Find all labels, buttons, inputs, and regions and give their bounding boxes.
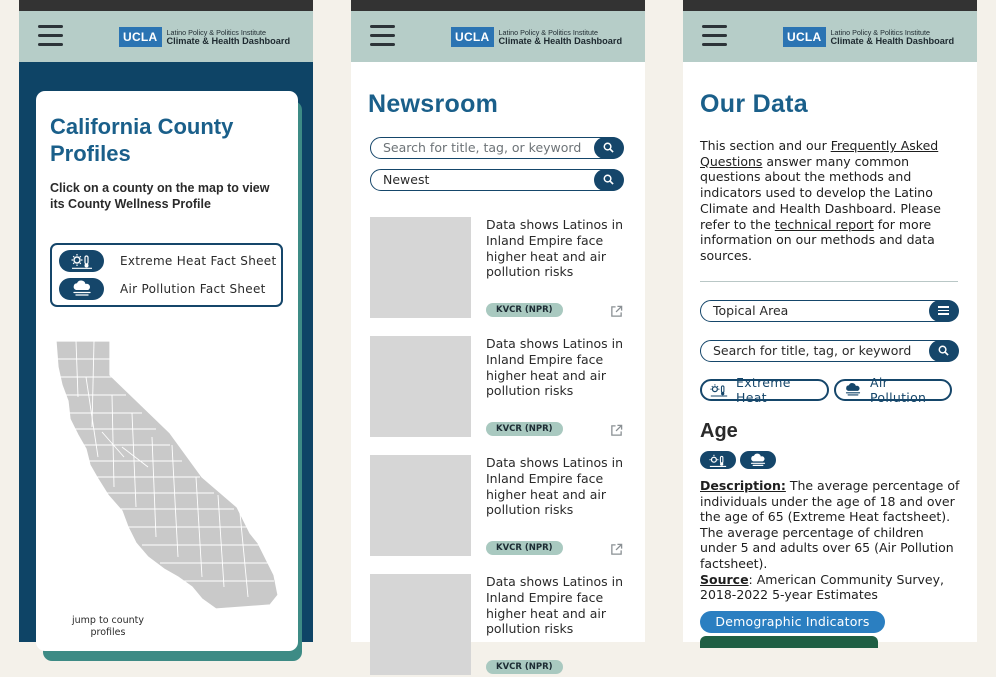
status-bar xyxy=(351,0,645,11)
site-header xyxy=(19,11,313,62)
jump-to-county-profiles-link[interactable] xyxy=(36,615,180,639)
site-logo[interactable] xyxy=(451,27,622,47)
ucla-logo-box: UCLA xyxy=(783,27,826,47)
news-title[interactable]: Data shows Latinos in Inland Empire face higher heat and air pollution risks xyxy=(486,455,624,518)
jump-text: jump to county profiles xyxy=(72,615,144,638)
news-item[interactable] xyxy=(370,336,625,439)
status-bar xyxy=(19,0,313,11)
air-pollution-fact-sheet-label: Air Pollution Fact Sheet xyxy=(120,282,266,296)
demographic-indicators-button[interactable]: Demographic Indicators xyxy=(700,611,885,633)
intro-text-2: answer many common questions about the methods and indicators used to develop the Latino Climate and Health Dashboard. Please refer to the xyxy=(700,153,941,232)
cloud-smog-icon xyxy=(740,451,776,469)
intro-text-1: This section and our xyxy=(700,138,831,153)
sun-thermometer-icon xyxy=(710,383,728,397)
list-icon xyxy=(938,304,949,317)
news-item[interactable] xyxy=(370,574,625,677)
description-text: The average percentage of individuals under the age of 18 and over the age of 65 (Extreme Heat factsheet). The average percentage of children under 5 and adults over 65 (Air Pollution factsheet). xyxy=(700,478,960,571)
source-label: Source xyxy=(700,571,749,587)
logo-line2: Climate & Health Dashboard xyxy=(498,36,623,46)
news-thumbnail xyxy=(370,217,471,318)
news-source-tag: KVCR (NPR) xyxy=(486,541,563,555)
external-link-icon[interactable] xyxy=(610,543,623,556)
news-title[interactable]: Data shows Latinos in Inland Empire face higher heat and air pollution risks xyxy=(486,574,624,637)
news-item[interactable] xyxy=(370,217,625,320)
indicator-description xyxy=(700,478,962,603)
faq-link[interactable]: Frequently Asked Questions xyxy=(700,138,939,169)
page-subtitle: Click on a county on the map to view its County Wellness Profile xyxy=(50,181,270,211)
sort-select[interactable] xyxy=(370,169,623,191)
news-source-tag: KVCR (NPR) xyxy=(486,660,563,674)
county-profiles-screen xyxy=(19,0,313,642)
county-profile-card xyxy=(36,91,298,651)
logo-line1: Latino Policy & Politics Institute xyxy=(498,28,599,37)
topical-area-select[interactable] xyxy=(700,300,958,322)
site-logo[interactable] xyxy=(783,27,954,47)
page-title: Our Data xyxy=(700,90,808,118)
status-bar xyxy=(683,0,977,11)
logo-line1: Latino Policy & Politics Institute xyxy=(166,28,267,37)
search-icon xyxy=(603,174,614,185)
sun-thermometer-icon xyxy=(700,451,736,469)
logo-line2: Climate & Health Dashboard xyxy=(830,36,955,46)
news-source-tag: KVCR (NPR) xyxy=(486,303,563,317)
logo-line1: Latino Policy & Politics Institute xyxy=(830,28,931,37)
search-button[interactable] xyxy=(594,137,624,159)
source-text: : American Community Survey, 2018-2022 5-year Estimates xyxy=(700,571,944,603)
newsroom-screen xyxy=(351,0,645,672)
news-item[interactable] xyxy=(370,455,625,558)
extreme-heat-fact-sheet-label: Extreme Heat Fact Sheet xyxy=(120,254,277,268)
fact-sheet-links xyxy=(50,243,283,307)
site-header xyxy=(351,11,645,62)
extreme-heat-fact-sheet-link[interactable] xyxy=(59,250,276,272)
newsroom-search-input[interactable] xyxy=(370,137,623,159)
news-thumbnail xyxy=(370,574,471,675)
external-link-icon[interactable] xyxy=(610,424,623,437)
menu-icon[interactable] xyxy=(370,25,395,47)
technical-report-link[interactable]: technical report xyxy=(774,216,874,232)
news-thumbnail xyxy=(370,455,471,556)
ucla-logo-box: UCLA xyxy=(451,27,494,47)
sort-search-button[interactable] xyxy=(594,169,624,191)
search-placeholder: Search for title, tag, or keyword xyxy=(383,140,582,155)
news-title[interactable]: Data shows Latinos in Inland Empire face higher heat and air pollution risks xyxy=(486,217,624,280)
site-header xyxy=(683,11,977,62)
topical-area-value: Topical Area xyxy=(713,303,789,318)
logo-line2: Climate & Health Dashboard xyxy=(166,36,291,46)
search-button[interactable] xyxy=(929,340,959,362)
air-pollution-fact-sheet-link[interactable] xyxy=(59,278,266,300)
topical-area-menu-button[interactable] xyxy=(929,300,959,322)
indicator-title: Age xyxy=(700,420,738,442)
section-divider xyxy=(700,281,958,282)
page-title: California County Profiles xyxy=(50,114,234,166)
california-county-map[interactable] xyxy=(52,337,286,617)
ucla-logo-box: UCLA xyxy=(119,27,162,47)
extreme-heat-filter-chip[interactable] xyxy=(700,375,829,405)
search-placeholder: Search for title, tag, or keyword xyxy=(713,343,912,358)
sort-value: Newest xyxy=(383,172,430,187)
extreme-heat-filter-label: Extreme Heat xyxy=(736,375,791,405)
menu-icon[interactable] xyxy=(38,25,63,47)
news-title[interactable]: Data shows Latinos in Inland Empire face higher heat and air pollution risks xyxy=(486,336,624,399)
intro-paragraph xyxy=(700,138,950,264)
news-thumbnail xyxy=(370,336,471,437)
search-icon xyxy=(603,142,614,153)
description-label: Description: xyxy=(700,478,786,493)
page-title: Newsroom xyxy=(368,90,499,118)
our-data-screen xyxy=(683,0,977,642)
search-icon xyxy=(938,345,949,356)
cloud-smog-icon xyxy=(59,278,104,300)
menu-icon[interactable] xyxy=(702,25,727,47)
data-search-input[interactable] xyxy=(700,340,958,362)
secondary-category-button[interactable] xyxy=(700,636,878,648)
news-source-tag: KVCR (NPR) xyxy=(486,422,563,436)
air-pollution-filter-label: Air Pollution xyxy=(870,375,927,405)
external-link-icon[interactable] xyxy=(610,305,623,318)
cloud-smog-icon xyxy=(844,383,862,397)
site-logo[interactable] xyxy=(119,27,290,47)
air-pollution-filter-chip[interactable] xyxy=(834,375,952,405)
intro-text-3: for more information on our methods and data sources. xyxy=(700,216,935,263)
sun-thermometer-icon xyxy=(59,250,104,272)
